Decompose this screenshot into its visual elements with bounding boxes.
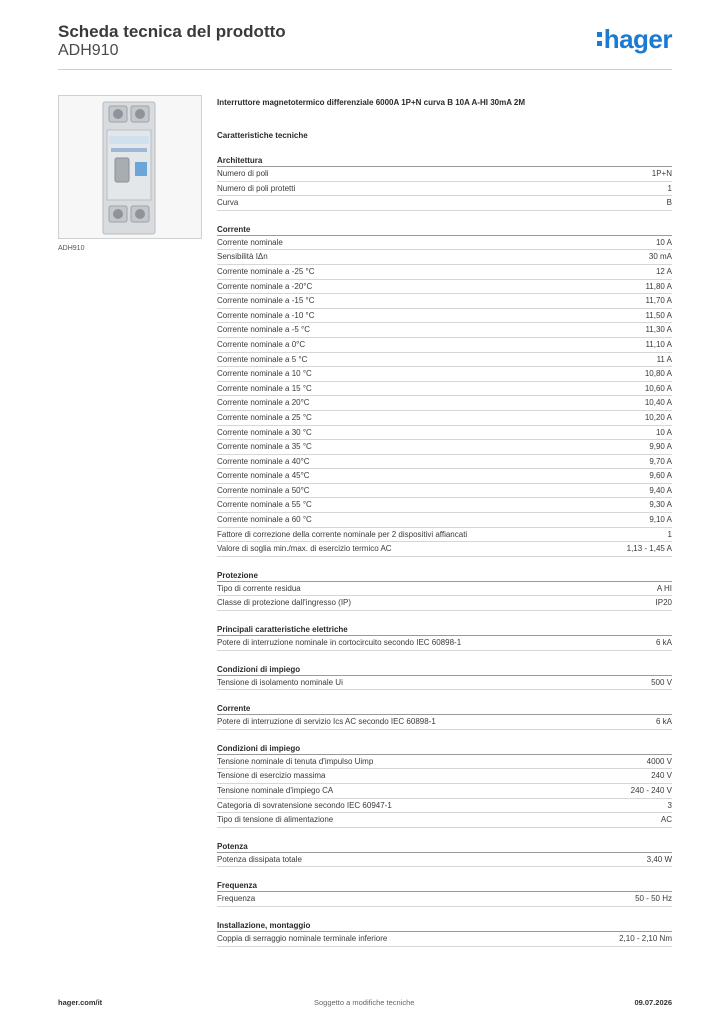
spec-label: Corrente nominale a 60 °C — [217, 515, 312, 525]
spec-label: Tipo di corrente residua — [217, 583, 301, 593]
spec-row — [217, 542, 672, 557]
spec-value: 1,13 - 1,45 A — [626, 544, 672, 554]
spec-section — [217, 569, 672, 611]
spec-row — [217, 528, 672, 543]
spec-row — [217, 338, 672, 353]
spec-row — [217, 196, 672, 211]
spec-value: 9,90 A — [649, 442, 672, 452]
spec-value: 30 mA — [648, 252, 672, 262]
spec-section — [217, 879, 672, 907]
specs-heading: Caratteristiche tecniche — [217, 131, 308, 140]
spec-label: Potere di interruzione di servizio Ics AC secondo IEC 60898-1 — [217, 717, 436, 727]
spec-label: Corrente nominale a -20°C — [217, 281, 313, 291]
spec-value: 11,50 A — [645, 310, 672, 320]
page-footer — [58, 994, 672, 1014]
spec-value: A HI — [656, 583, 672, 593]
footer-date: 09.07.2026 — [634, 998, 672, 1007]
spec-row — [217, 167, 672, 182]
product-image — [58, 95, 202, 239]
image-caption: ADH910 — [58, 245, 85, 252]
spec-label: Fattore di correzione della corrente nominale per 2 dispositivi affiancati — [217, 529, 468, 539]
spec-label: Numero di poli protetti — [217, 183, 296, 193]
spec-row — [217, 813, 672, 828]
spec-row — [217, 250, 672, 265]
spec-value: 6 kA — [655, 717, 672, 727]
spec-value: 9,30 A — [649, 500, 672, 510]
document-title: Scheda tecnica del prodotto — [58, 22, 286, 41]
spec-row — [217, 715, 672, 730]
spec-value: 10,80 A — [644, 369, 672, 379]
section-heading: Protezione — [217, 569, 672, 582]
spec-section — [217, 663, 672, 691]
spec-value: 9,10 A — [649, 515, 672, 525]
spec-label: Tensione nominale di tenuta d'impulso Uimp — [217, 756, 374, 766]
spec-value: 1P+N — [651, 169, 672, 178]
spec-row — [217, 323, 672, 338]
spec-row — [217, 769, 672, 784]
spec-row — [217, 265, 672, 280]
footer-note: Soggetto a modifiche tecniche — [314, 998, 415, 1007]
spec-sections — [217, 154, 672, 947]
spec-label: Frequenza — [217, 894, 256, 904]
spec-row — [217, 582, 672, 597]
section-heading: Potenza — [217, 840, 672, 853]
spec-label: Corrente nominale a -10 °C — [217, 310, 315, 320]
spec-row — [217, 411, 672, 426]
spec-row — [217, 440, 672, 455]
logo-wordmark: hager — [603, 24, 672, 54]
spec-value: 11,70 A — [645, 296, 672, 306]
spec-label: Coppia di serraggio nominale terminale inferiore — [217, 933, 388, 943]
spec-value: 1 — [667, 529, 672, 539]
spec-label: Classe di protezione dall'ingresso (IP) — [217, 598, 352, 608]
spec-label: Potenza dissipata totale — [217, 854, 302, 864]
spec-value: 11,10 A — [645, 339, 672, 349]
spec-row — [217, 799, 672, 814]
spec-value: 500 V — [651, 677, 672, 687]
spec-value: 10,20 A — [644, 412, 672, 422]
spec-label: Corrente nominale a 10 °C — [217, 369, 312, 379]
spec-label: Corrente nominale a 5 °C — [217, 354, 308, 364]
section-heading: Condizioni di impiego — [217, 742, 672, 755]
logo-dots-icon — [597, 32, 602, 46]
spec-value: AC — [660, 815, 672, 825]
hager-logo — [597, 26, 672, 52]
spec-row — [217, 280, 672, 295]
spec-label: Tensione di isolamento nominale Ui — [217, 677, 343, 687]
spec-section — [217, 919, 672, 947]
spec-row — [217, 853, 672, 868]
spec-label: Sensibilità IΔn — [217, 252, 268, 262]
spec-row — [217, 513, 672, 528]
product-code: ADH910 — [58, 42, 119, 59]
spec-row — [217, 932, 672, 947]
spec-row — [217, 498, 672, 513]
spec-section — [217, 223, 672, 557]
spec-label: Corrente nominale — [217, 237, 283, 247]
spec-row — [217, 182, 672, 197]
spec-label: Tipo di tensione di alimentazione — [217, 815, 334, 825]
spec-row — [217, 396, 672, 411]
section-heading: Corrente — [217, 702, 672, 715]
spec-value: 9,70 A — [649, 456, 672, 466]
spec-row — [217, 309, 672, 324]
spec-row — [217, 353, 672, 368]
spec-label: Corrente nominale a 15 °C — [217, 383, 312, 393]
spec-row — [217, 636, 672, 651]
spec-label: Corrente nominale a 55 °C — [217, 500, 312, 510]
spec-row — [217, 367, 672, 382]
spec-label: Corrente nominale a 35 °C — [217, 442, 312, 452]
spec-label: Tensione di esercizio massima — [217, 771, 326, 781]
spec-value: 3 — [667, 800, 672, 810]
spec-value: 4000 V — [646, 756, 672, 766]
section-heading: Architettura — [217, 154, 672, 167]
section-heading: Corrente — [217, 223, 672, 236]
spec-label: Corrente nominale a -25 °C — [217, 266, 315, 276]
spec-label: Corrente nominale a -5 °C — [217, 325, 311, 335]
circuit-breaker-image — [59, 96, 201, 238]
spec-value: 11,30 A — [645, 325, 672, 335]
spec-section — [217, 840, 672, 868]
spec-label: Tensione nominale d'impiego CA — [217, 786, 334, 795]
spec-row — [217, 382, 672, 397]
spec-label: Categoria di sovratensione secondo IEC 60947-1 — [217, 800, 392, 810]
spec-value: 9,60 A — [649, 471, 672, 481]
spec-section — [217, 702, 672, 730]
spec-section — [217, 742, 672, 828]
spec-value: 50 - 50 Hz — [635, 894, 672, 904]
spec-label: Corrente nominale a -15 °C — [217, 296, 315, 306]
spec-label: Numero di poli — [217, 169, 269, 178]
spec-section — [217, 154, 672, 211]
spec-label: Corrente nominale a 20°C — [217, 398, 310, 408]
spec-value: 240 V — [651, 771, 672, 781]
spec-label: Corrente nominale a 50°C — [217, 485, 310, 495]
spec-value: 10,40 A — [644, 398, 672, 408]
spec-row — [217, 892, 672, 907]
spec-value: IP20 — [655, 598, 672, 608]
spec-label: Corrente nominale a 0°C — [217, 339, 306, 349]
spec-row — [217, 784, 672, 799]
spec-value: 3,40 W — [646, 854, 672, 864]
spec-label: Potere di interruzione nominale in cortocircuito secondo IEC 60898-1 — [217, 638, 462, 648]
spec-row — [217, 426, 672, 441]
spec-value: 1 — [667, 183, 672, 193]
section-heading: Condizioni di impiego — [217, 663, 672, 676]
spec-row — [217, 484, 672, 499]
section-heading: Installazione, montaggio — [217, 919, 672, 932]
spec-value: 2,10 - 2,10 Nm — [619, 933, 672, 943]
spec-label: Corrente nominale a 25 °C — [217, 412, 312, 422]
spec-value: 9,40 A — [649, 485, 672, 495]
spec-label: Curva — [217, 198, 239, 208]
section-heading: Frequenza — [217, 879, 672, 892]
spec-value: 240 - 240 V — [630, 786, 672, 795]
spec-row — [217, 676, 672, 691]
spec-value: 6 kA — [655, 638, 672, 648]
spec-label: Corrente nominale a 40°C — [217, 456, 310, 466]
spec-label: Corrente nominale a 45°C — [217, 471, 310, 481]
spec-row — [217, 455, 672, 470]
spec-row — [217, 294, 672, 309]
spec-value: 11 A — [656, 354, 672, 364]
spec-value: 12 A — [655, 266, 672, 276]
spec-row — [217, 755, 672, 770]
footer-website-link[interactable]: hager.com/it — [58, 998, 103, 1007]
page-header — [58, 20, 672, 70]
spec-label: Valore di soglia min./max. di esercizio termico AC — [217, 544, 392, 554]
spec-row — [217, 236, 672, 251]
spec-label: Corrente nominale a 30 °C — [217, 427, 312, 437]
spec-value: 10 A — [655, 237, 672, 247]
spec-value: B — [666, 198, 672, 208]
product-specs — [217, 96, 672, 947]
spec-value: 10 A — [655, 427, 672, 437]
spec-value: 10,60 A — [644, 383, 672, 393]
spec-row — [217, 596, 672, 611]
spec-section — [217, 623, 672, 651]
spec-value: 11,80 A — [645, 281, 672, 291]
spec-row — [217, 469, 672, 484]
product-description: Interruttore magnetotermico differenziale 6000A 1P+N curva B 10A A-HI 30mA 2M — [217, 98, 526, 107]
section-heading: Principali caratteristiche elettriche — [217, 623, 672, 636]
